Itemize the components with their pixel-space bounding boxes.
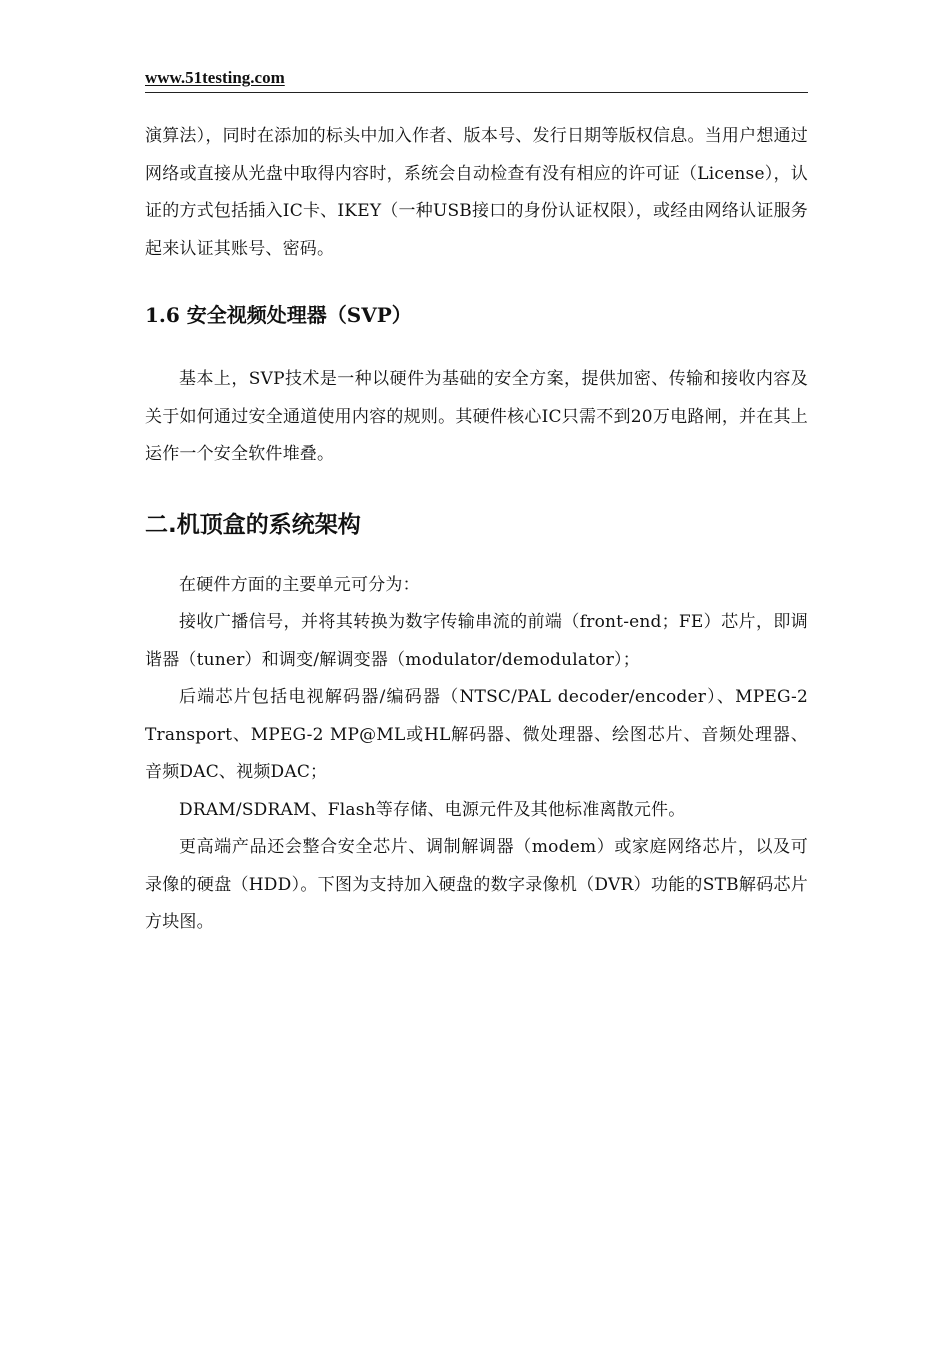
- backend-paragraph: 后端芯片包括电视解码器/编码器（NTSC/PAL decoder/encoder）、MPEG-2 Transport、MPEG-2 MP@ML或HL解码器、微处理器、绘图芯片、音频处理器、音频DAC、视频DAC；: [145, 687, 808, 782]
- svp-paragraph: 基本上，SVP技术是一种以硬件为基础的安全方案，提供加密、传输和接收内容及关于如何通过安全通道使用内容的规则。其硬件核心IC只需不到20万电路闸，并在其上运作一个安全软件堆叠。: [145, 369, 808, 464]
- site-header-link[interactable]: www.51testing.com: [145, 68, 285, 87]
- frontend-paragraph: 接收广播信号，并将其转换为数字传输串流的前端（front-end；FE）芯片，即调谐器（tuner）和调变/解调变器（modulator/demodulator）；: [145, 612, 808, 670]
- chapter-heading: 二.机顶盒的系统架构: [145, 511, 361, 538]
- highend-paragraph: 更高端产品还会整合安全芯片、调制解调器（modem）或家庭网络芯片，以及可录像的硬盘（HDD）。下图为支持加入硬盘的数字录像机（DVR）功能的STB解码芯片方块图。: [145, 837, 808, 932]
- header-divider: [145, 92, 808, 93]
- document-body: [145, 118, 808, 942]
- storage-paragraph: DRAM/SDRAM、Flash等存储、电源元件及其他标准离散元件。: [179, 799, 686, 820]
- intro-paragraph: 演算法），同时在添加的标头中加入作者、版本号、发行日期等版权信息。当用户想通过网络或直接从光盘中取得内容时，系统会自动检查有没有相应的许可证（License），认证的方式包括插入IC卡、IKEY（一种USB接口的身份认证权限），或经由网络认证服务起来认证其账号、密码。: [145, 126, 808, 259]
- svp-section-heading: 1.6 安全视频处理器（SVP）: [145, 303, 412, 327]
- hardware-intro-paragraph: 在硬件方面的主要单元可分为：: [179, 574, 420, 595]
